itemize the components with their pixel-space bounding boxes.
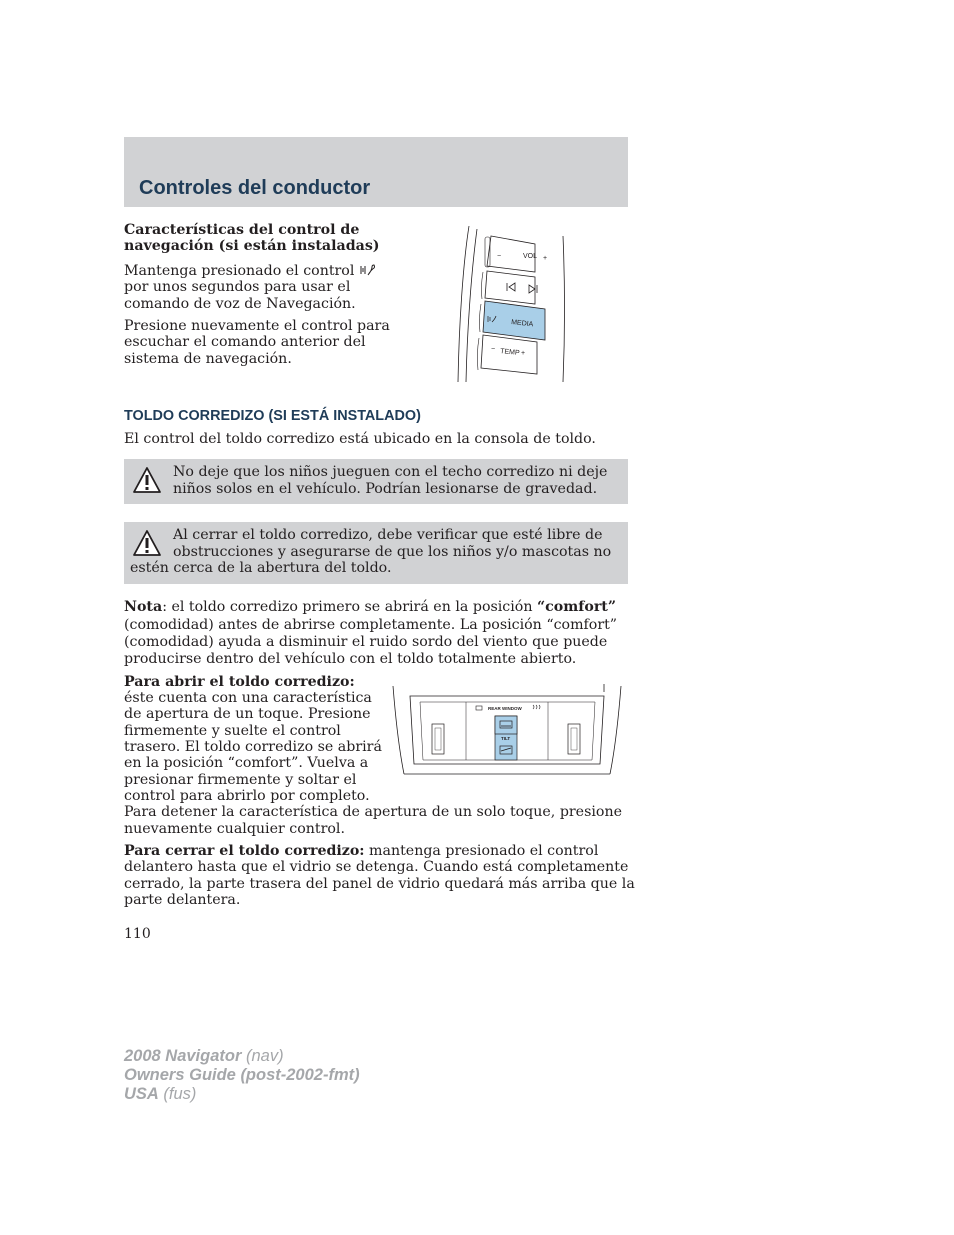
note-text: : el toldo corredizo primero se abrirá en la posición bbox=[162, 599, 537, 615]
close-line3: cerrado, la parte trasera del panel de vidrio quedará más arriba que la bbox=[124, 876, 635, 892]
temp-minus-label: − bbox=[491, 346, 496, 353]
warning-2-text bbox=[173, 527, 622, 560]
close-line1-text: mantenga presionado el control bbox=[364, 843, 599, 859]
sunroof-intro: El control del toldo corredizo está ubicado en la consola de toldo. bbox=[124, 431, 596, 447]
warning-2-line2: obstrucciones y asegurarse de que los niños y/o mascotas no bbox=[173, 543, 612, 560]
warning-1-text bbox=[173, 464, 622, 497]
rear-window-label: REAR WINDOW bbox=[488, 706, 522, 711]
open-line7: control para abrirlo por completo. bbox=[124, 788, 370, 804]
open-label: Para abrir el toldo corredizo: bbox=[124, 674, 355, 690]
nav-p1-line1-text: Mantenga presionado el control bbox=[124, 263, 355, 279]
vol-label: VOL bbox=[523, 253, 538, 260]
overhead-console-figure bbox=[390, 684, 625, 780]
warning-box-1 bbox=[124, 459, 628, 504]
section-title: TOLDO CORREDIZO (SI ESTÁ INSTALADO) bbox=[124, 408, 421, 424]
footer-line2 bbox=[124, 1066, 360, 1085]
open-line2: de apertura de un toque. Presione bbox=[124, 706, 371, 722]
open-line5: en la posición “comfort”. Vuelva a bbox=[124, 755, 369, 771]
chapter-header bbox=[124, 137, 628, 207]
voice-command-icon bbox=[359, 262, 377, 278]
chapter-title: Controles del conductor bbox=[139, 177, 371, 199]
temp-label: TEMP bbox=[499, 348, 520, 358]
nav-p1-line3: comando de voz de Navegación. bbox=[124, 296, 356, 312]
footer-market-code: (fus) bbox=[158, 1085, 197, 1103]
close-line4: parte delantera. bbox=[124, 892, 241, 908]
warning-2-line1: Al cerrar el toldo corredizo, debe verificar que esté libre de bbox=[173, 527, 603, 543]
defrost-icon bbox=[533, 705, 540, 709]
footer-line3 bbox=[124, 1085, 360, 1104]
nav-p2-line3: sistema de navegación. bbox=[124, 351, 292, 367]
rear-window-icon bbox=[476, 706, 482, 710]
note-line3: (comodidad) ayuda a disminuir el ruido sordo del viento que puede bbox=[124, 634, 608, 650]
open-line1: éste cuenta con una característica bbox=[124, 690, 372, 706]
nav-heading-line1: Características del control de bbox=[124, 222, 360, 238]
nav-p2-line1: Presione nuevamente el control para bbox=[124, 318, 390, 334]
document-footer bbox=[124, 1047, 360, 1104]
steering-controls-figure bbox=[455, 224, 570, 386]
nav-heading-line2: navegación (si están instaladas) bbox=[124, 238, 380, 254]
warning-triangle-icon bbox=[132, 466, 162, 494]
nav-p1-line2: por unos segundos para usar el bbox=[124, 279, 351, 295]
footer-model: 2008 Navigator bbox=[124, 1047, 242, 1065]
note-line4: producirse dentro del vehículo con el toldo totalmente abierto. bbox=[124, 651, 577, 667]
tilt-label: TILT bbox=[501, 736, 511, 741]
note-line2: (comodidad) antes de abrirse completamente. La posición “comfort” bbox=[124, 617, 618, 633]
open-line6: presionar firmemente y soltar el bbox=[124, 772, 357, 788]
vol-plus-label: + bbox=[543, 255, 548, 262]
stop-line2: nuevamente cualquier control. bbox=[124, 821, 345, 837]
note-line1 bbox=[124, 599, 616, 616]
note-label: Nota bbox=[124, 599, 163, 615]
warning-1-line2: niños solos en el vehículo. Podrían lesionarse de gravedad. bbox=[173, 480, 598, 497]
media-label: MEDIA bbox=[510, 319, 534, 329]
close-label: Para cerrar el toldo corredizo: bbox=[124, 843, 365, 859]
temp-plus-label: + bbox=[521, 350, 526, 357]
note-comfort: “comfort” bbox=[536, 599, 617, 615]
warning-2-line3: estén cerca de la abertura del toldo. bbox=[130, 560, 392, 576]
warning-box-2 bbox=[124, 522, 628, 584]
stop-line1: Para detener la característica de apertura de un solo toque, presione bbox=[124, 804, 622, 820]
vol-minus-label: − bbox=[497, 253, 502, 260]
nav-p2-line2: escuchar el comando anterior del bbox=[124, 334, 366, 350]
open-line4: trasero. El toldo corredizo se abrirá bbox=[124, 739, 382, 755]
footer-line1 bbox=[124, 1047, 360, 1066]
warning-1-line1: No deje que los niños jueguen con el techo corredizo ni deje bbox=[173, 464, 608, 480]
footer-guide: Owners Guide (post-2002-fmt) bbox=[124, 1066, 360, 1084]
page-number: 110 bbox=[124, 926, 151, 942]
footer-market: USA bbox=[124, 1085, 159, 1103]
close-line2: delantero hasta que el vidrio se detenga. Cuando está completamente bbox=[124, 859, 629, 875]
warning-triangle-icon bbox=[132, 529, 162, 557]
open-line3: firmemente y suelte el control bbox=[124, 723, 341, 739]
close-line1 bbox=[124, 843, 598, 860]
nav-p1-line1 bbox=[124, 262, 377, 280]
footer-model-code: (nav) bbox=[241, 1047, 284, 1065]
